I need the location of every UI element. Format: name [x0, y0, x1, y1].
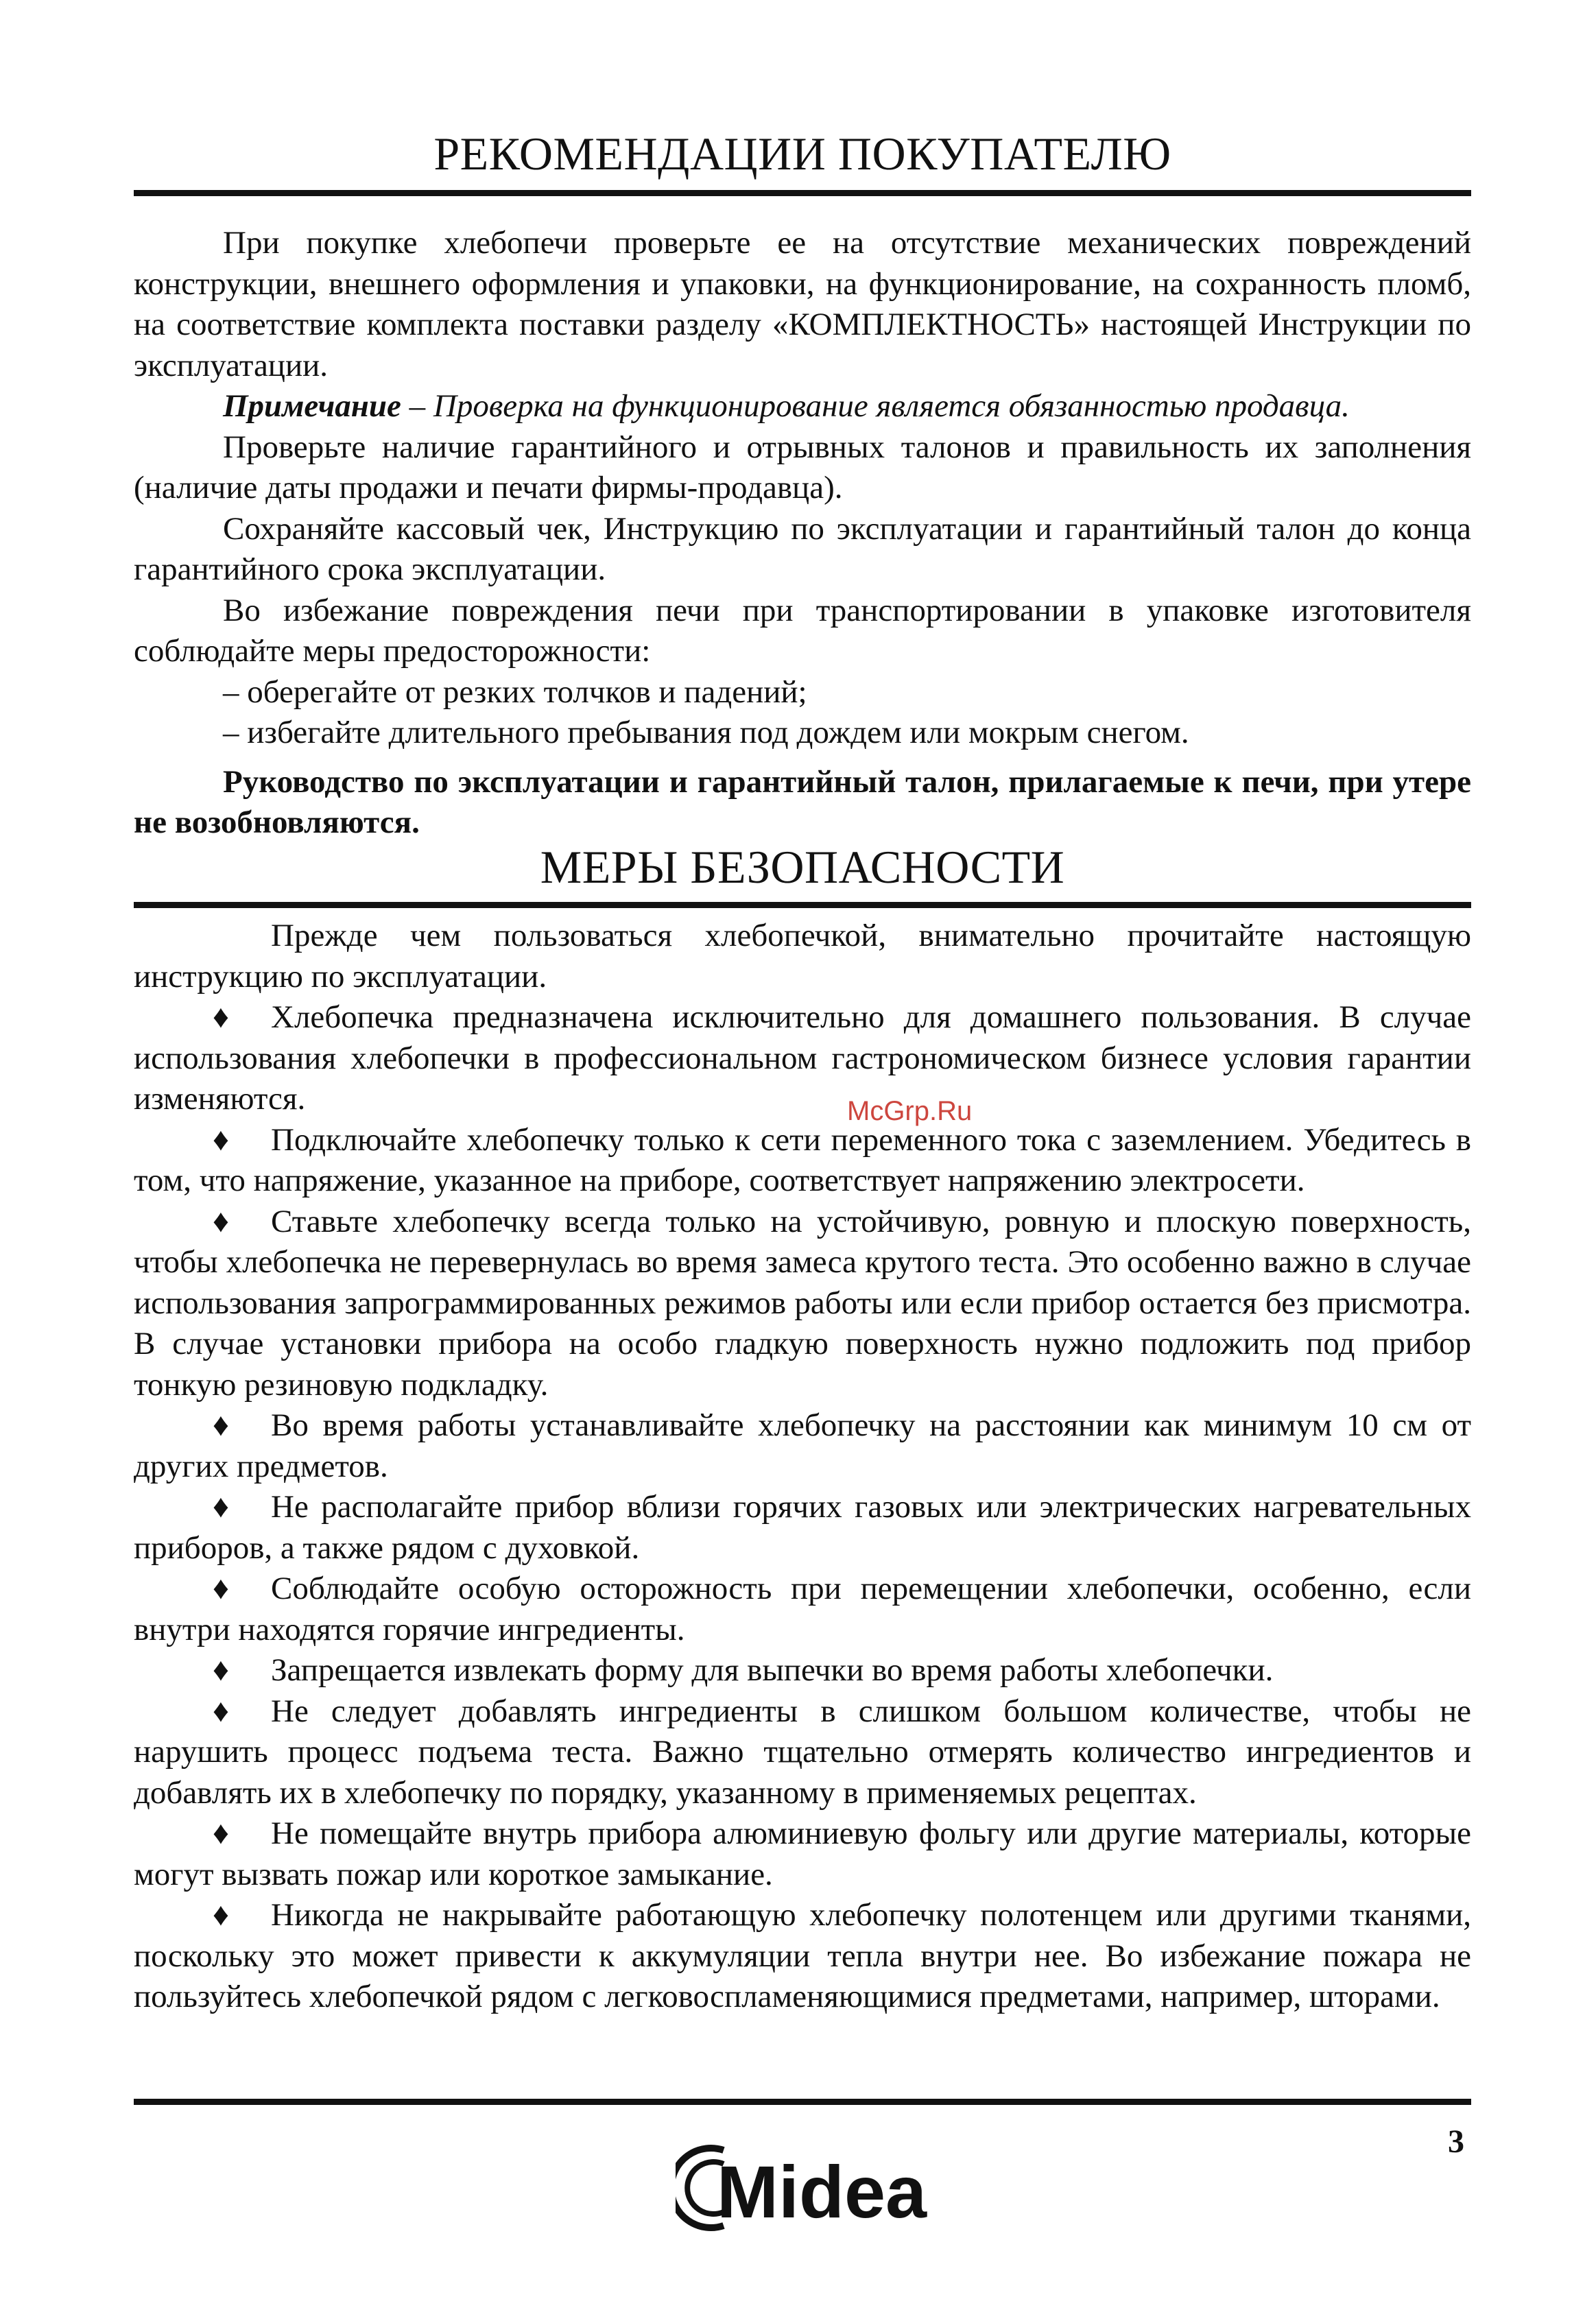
dash-item: – избегайте длительного пребывания под дождем или мокрым снегом.	[223, 715, 1189, 750]
diamond-bullet-icon: ♦	[213, 1203, 229, 1239]
page-number: 3	[1448, 2123, 1464, 2160]
diamond-bullet-icon: ♦	[213, 1489, 229, 1525]
logo-wordmark: Midea	[717, 2150, 927, 2233]
safety-item: ♦ Подключайте хлебопечку только к сети переменного тока с заземлением. Убедитесь в том, что напряжение, указанное на приборе, соответствует напряжению электросети.	[134, 1120, 1471, 1202]
safety-item: ♦ Хлебопечка предназначена исключительно для домашнего пользования. В случае использования хлебопечки в профессиональном гастрономическом бизнесе условия гарантии изменяются.	[134, 997, 1471, 1120]
safety-item: ♦ Не располагайте прибор вблизи горячих газовых или электрических нагревательных приборов, а также рядом с духовкой.	[134, 1487, 1471, 1569]
diamond-bullet-icon: ♦	[213, 1652, 229, 1688]
bold-notice: Руководство по эксплуатации и гарантийный талон, прилагаемые к печи, при утере не возобновляются.	[134, 763, 1471, 840]
diamond-bullet-icon: ♦	[213, 1815, 229, 1851]
note-label: Примечание	[223, 388, 401, 424]
diamond-bullet-icon: ♦	[213, 1407, 229, 1443]
title-rule	[134, 190, 1471, 196]
diamond-bullet-icon: ♦	[213, 1121, 229, 1158]
paragraph: Сохраняйте кассовый чек, Инструкцию по эксплуатации и гарантийный талон до конца гарантийного срока эксплуатации.	[134, 510, 1471, 587]
safety-item: ♦ Во время работы устанавливайте хлебопечку на расстоянии как минимум 10 см от других предметов.	[134, 1405, 1471, 1487]
paragraph: При покупке хлебопечи проверьте ее на отсутствие механических повреждений конструкции, внешнего оформления и упаковки, на функционирование, на сохранность пломб, на соответствие комплекта поставки разделу «КОМПЛЕКТНОСТЬ» настоящей Инструкции по эксплуатации.	[134, 225, 1471, 383]
diamond-bullet-icon: ♦	[213, 1693, 229, 1729]
safety-item: ♦ Ставьте хлебопечку всегда только на устойчивую, ровную и плоскую поверхность, чтобы хлебопечка не перевернулась во время замеса крутого теста. Это особенно важно в случае использования запрограммированных режимов работы или если прибор остается без присмотра. В случае установки прибора на особо гладкую поверхность нужно подложить под прибор тонкую резиновую подкладку.	[134, 1202, 1471, 1406]
safety-item: ♦ Не помещайте внутрь прибора алюминиевую фольгу или другие материалы, которые могут вызвать пожар или короткое замыкание.	[134, 1813, 1471, 1895]
footer-rule	[134, 2099, 1471, 2105]
safety-item: ♦ Никогда не накрывайте работающую хлебопечку полотенцем или другими тканями, поскольку это может привести к аккумуляции тепла внутри нее. Во избежание пожара не пользуйтесь хлебопечкой рядом с легковоспламеняющимися предметами, например, шторами.	[134, 1895, 1471, 2018]
diamond-bullet-icon: ♦	[213, 1571, 229, 1606]
title-rule	[134, 902, 1471, 908]
note-text: – Проверка на функционирование является обязанностью продавца.	[401, 388, 1350, 424]
paragraph: Прежде чем пользоваться хлебопечкой, внимательно прочитайте настоящую инструкцию по эксплуатации.	[134, 918, 1471, 995]
note-paragraph	[134, 386, 1471, 427]
section-title-buyer-recommendations: РЕКОМЕНДАЦИИ ПОКУПАТЕЛЮ	[433, 128, 1171, 180]
paragraph: Проверьте наличие гарантийного и отрывных талонов и правильность их заполнения (наличие даты продажи и печати фирмы-продавца).	[134, 429, 1471, 505]
safety-item: ♦ Не следует добавлять ингредиенты в слишком большом количестве, чтобы не нарушить процесс подъема теста. Важно тщательно отмерять количество ингредиентов и добавлять их в хлебопечку по порядку, указанному в применяемых рецептах.	[134, 1691, 1471, 1814]
paragraph: Во избежание повреждения печи при транспортировании в упаковке изготовителя соблюдайте меры предосторожности:	[134, 592, 1471, 669]
diamond-bullet-icon: ♦	[213, 999, 229, 1035]
section-body-recommendations	[134, 223, 1471, 844]
dash-item: – оберегайте от резких толчков и падений;	[223, 674, 807, 710]
document-page	[134, 0, 1471, 2310]
diamond-bullet-icon: ♦	[213, 1897, 229, 1933]
watermark: McGrp.Ru	[847, 1096, 973, 1126]
midea-logo-icon	[676, 2136, 964, 2239]
section-body-safety	[134, 916, 1471, 2018]
safety-item: ♦ Запрещается извлекать форму для выпечки во время работы хлебопечки.	[134, 1650, 1471, 1691]
section-title-safety-measures: МЕРЫ БЕЗОПАСНОСТИ	[540, 841, 1065, 893]
midea-logo	[676, 2136, 964, 2239]
safety-item: ♦ Соблюдайте особую осторожность при перемещении хлебопечки, особенно, если внутри находятся горячие ингредиенты.	[134, 1569, 1471, 1650]
